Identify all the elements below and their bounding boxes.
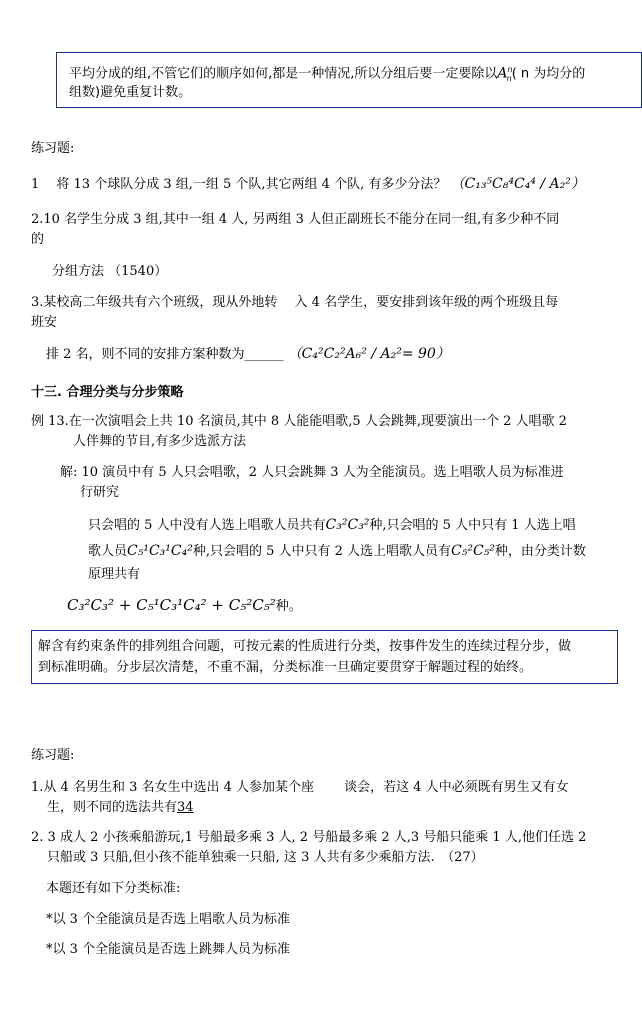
- note-box-top-line1: 平均分成的组,不管它们的顺序如何,都是一种情况,所以分组后要一定要除以$A^n_n$( n 为均分的: [69, 65, 586, 83]
- practice-q2-line1: 2. 3 成人 2 小孩乘船游玩,1 号船最多乘 3 人, 2 号船最多乘 2 人,3 号船只能乘 1 人,他们任选 2: [31, 830, 587, 845]
- solution-line3: 只会唱的 5 人中没有人选上唱歌人员共有C₃²C₃²种,只会唱的 5 人中只有 1 人选上唱: [88, 517, 576, 533]
- solution-line1: 解: 10 演员中有 5 人只会唱歌，2 人只会跳舞 3 人为全能演员。选上唱歌人员为标准进: [60, 465, 564, 480]
- example-line1: 例 13.在一次演唱会上共 10 名演员,其中 8 人能能唱歌,5 人会跳舞,现要演出一个 2 人唱歌 2: [31, 414, 567, 429]
- bullet-2: *以 3 个全能演员是否选上跳舞人员为标准: [46, 942, 291, 957]
- solution-line2: 行研究: [80, 485, 120, 500]
- question-2-line3: 分组方法 （1540）: [52, 264, 168, 279]
- solution-line5: 原理共有: [88, 567, 141, 582]
- note-box-strategy-line2: 到标准明确。分步层次清楚，不重不漏，分类标准一旦确定要贯穿于解题过程的始终。: [38, 660, 533, 675]
- question-3-line1: 3.某校高二年级共有六个班级，现从外地转 入 4 名学生，要安排到该年级的两个班级且每: [31, 295, 559, 310]
- note-box-top-line2: 组数)避免重复计数。: [69, 85, 192, 100]
- answer-value: 34: [177, 800, 194, 815]
- question-2-line1: 2.10 名学生分成 3 组,其中一组 4 人, 另两组 3 人但正副班长不能分在同一组,有多少种不同: [31, 212, 560, 227]
- solution-line4: 歌人员C₅¹C₃¹C₄²种,只会唱的 5 人中只有 2 人选上唱歌人员有C₅²C₅²种，由分类计数: [88, 543, 586, 559]
- practice-q1-line1: 1.从 4 名男生和 3 名女生中选出 4 人参加某个座 谈会，若这 4 人中必须既有男生又有女: [31, 780, 569, 795]
- note-box-strategy-line1: 解含有约束条件的排列组合问题，可按元素的性质进行分类，按事件发生的连续过程分步，做: [38, 639, 572, 654]
- bullet-1: *以 3 个全能演员是否选上唱歌人员为标准: [46, 912, 291, 927]
- q3-formula: （C₄²C₂²A₆² / A₂²= 90）: [287, 346, 450, 362]
- section-heading: 练习题:: [31, 141, 75, 156]
- q1-formula: （C₁₃⁵C₈⁴C₄⁴ / A₂²）: [450, 176, 585, 192]
- question-1: 1 将 13 个球队分成 3 组,一组 5 个队,其它两组 4 个队, 有多少分法？ （C₁₃⁵C₈⁴C₄⁴ / A₂²）: [31, 176, 585, 192]
- practice-q2-line2: 只船或 3 只船,但小孩不能单独乘一只船, 这 3 人共有多少乘船方法. （27）: [47, 850, 484, 865]
- solution-formula: C₃²C₃² + C₅¹C₃¹C₄² + C₅²C₅²种。: [67, 596, 302, 614]
- question-3-line2: 班安: [31, 315, 58, 330]
- section-title: 十三. 合理分类与分步策略: [31, 385, 184, 400]
- example-line2: 人伴舞的节目,有多少选派方法: [73, 434, 247, 449]
- question-3-line3: 排 2 名，则不同的安排方案种数为______ （C₄²C₂²A₆² / A₂²= 90）: [46, 346, 450, 362]
- practice-heading: 练习题:: [31, 748, 75, 763]
- practice-q1-line2: 生，则不同的选法共有34: [47, 800, 194, 815]
- question-2-line2: 的: [31, 232, 45, 247]
- classification-note: 本题还有如下分类标准:: [46, 881, 181, 896]
